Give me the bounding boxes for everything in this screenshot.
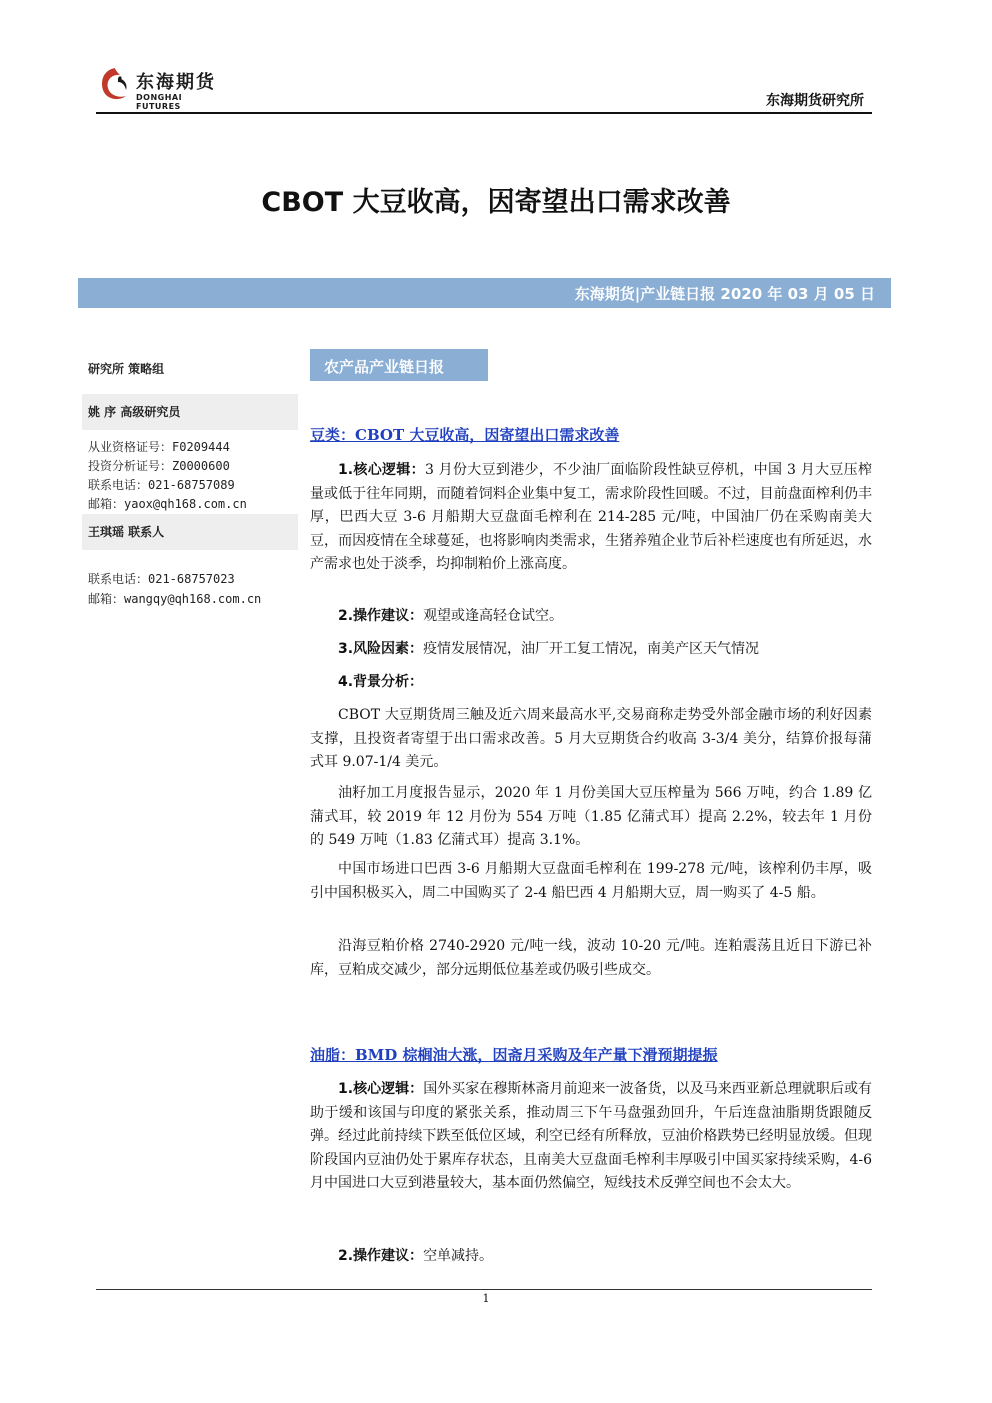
analyst2-email[interactable]: 邮箱：wangqy@qh168.com.cn	[88, 592, 262, 606]
soy-risk-text: 疫情发展情况，油厂开工复工情况，南美产区天气情况	[423, 641, 760, 657]
oil-section-heading[interactable]: 油脂：BMD 棕榈油大涨，因斋月采购及年产量下滑预期提振	[310, 1046, 718, 1064]
logo-text-cn: 东海期货	[136, 72, 216, 93]
header-rule	[96, 112, 872, 114]
analyst1-cert: 从业资格证号：F0209444	[88, 440, 230, 454]
dragon-logo-icon	[98, 66, 132, 104]
sidebar-org-line: 研究所 策略组	[88, 362, 165, 376]
oil-logic-paragraph	[310, 1078, 872, 1196]
soy-bg-text-2: 油籽加工月度报告显示，2020 年 1 月份美国大豆压榨量为 566 万吨，约合 1.89 亿蒲式耳，较 2019 年 12 月份为 554 万吨（1.85 亿蒲式耳）提高 2.2%，较去年 1 月份的 549 万吨（1.83 亿蒲式耳）提高 3.1%。	[310, 785, 872, 848]
report-banner	[78, 278, 891, 308]
soy-bg-text-3: 中国市场进口巴西 3-6 月船期大豆盘面毛榨利在 199-278 元/吨，该榨利仍丰厚，吸引中国积极买入，周二中国购买了 2-4 船巴西 4 月船期大豆，周一购买了 4-5 船。	[310, 861, 872, 901]
section-tab-label: 农产品产业链日报	[324, 358, 445, 376]
banner-text: 东海期货|产业链日报 2020 年 03 月 05 日	[574, 285, 875, 303]
oil-advice-paragraph	[310, 1245, 872, 1269]
analyst1-phone: 联系电话：021-68757089	[88, 478, 235, 492]
section-tab	[310, 349, 488, 381]
analyst2-phone: 联系电话：021-68757023	[88, 572, 235, 586]
soy-bg-text-4: 沿海豆粕价格 2740-2920 元/吨一线，波动 10-20 元/吨。连粕震荡且近日下游已补库，豆粕成交减少，部分远期低位基差或仍吸引些成交。	[310, 938, 872, 978]
soy-bg-text-1: CBOT 大豆期货周三触及近六周来最高水平,交易商称走势受外部金融市场的利好因素支撑，且投资者寄望于出口需求改善。5 月大豆期货合约收高 3-3/4 美分，结算价报每蒲式耳 9.07-1/4 美元。	[310, 707, 872, 770]
soy-bg-paragraph-3	[310, 858, 872, 905]
soy-logic-label: 1.核心逻辑：	[338, 462, 425, 478]
soy-section-heading[interactable]: 豆类：CBOT 大豆收高，因寄望出口需求改善	[310, 426, 620, 444]
page-number: 1	[482, 1292, 490, 1305]
analyst1-email[interactable]: 邮箱：yaox@qh168.com.cn	[88, 497, 247, 511]
soy-bg-label: 4.背景分析：	[338, 674, 424, 690]
analyst1-title: 姚 序 高级研究员	[88, 405, 181, 419]
logo-text-en: DONGHAI FUTURES	[136, 93, 183, 111]
document-title: CBOT 大豆收高，因寄望出口需求改善	[261, 187, 731, 218]
soy-bg-paragraph-4	[310, 935, 872, 982]
company-logo	[98, 62, 228, 110]
soy-logic-paragraph	[310, 459, 872, 577]
analyst2-band	[82, 514, 298, 550]
oil-advice-text: 空单减持。	[423, 1248, 494, 1264]
header-org-name: 东海期货研究所	[766, 93, 864, 109]
analyst1-invest-cert: 投资分析证号：Z0000600	[88, 459, 230, 473]
soy-background-heading	[310, 671, 872, 695]
soy-advice-text: 观望或逢高轻仓试空。	[423, 608, 564, 624]
soy-logic-text: 3 月份大豆到港少，不少油厂面临阶段性缺豆停机，中国 3 月大豆压榨量或低于往年同期，而随着饲料企业集中复工，需求阶段性回暖。不过，目前盘面榨利仍丰厚，巴西大豆 3-6 月船期大豆盘面毛榨利在 214-285 元/吨，中国油厂仍在采购南美大豆，而因疫情在全球蔓延，也将影响肉类需求，生猪养殖企业节后补栏速度也有所延迟，水产需求也处于淡季，均抑制粕价上涨高度。	[310, 462, 872, 572]
footer-rule	[96, 1289, 872, 1290]
soy-risk-paragraph	[310, 638, 872, 662]
analyst2-title: 王琪瑶 联系人	[88, 525, 165, 539]
soy-bg-paragraph-1	[310, 704, 872, 775]
oil-logic-text: 国外买家在穆斯林斋月前迎来一波备货，以及马来西亚新总理就职后或有助于缓和该国与印度的紧张关系，推动周三下午马盘强劲回升，午后连盘油脂期货跟随反弹。经过此前持续下跌至低位区域，利空已经有所释放，豆油价格跌势已经明显放缓。但现阶段国内豆油仍处于累库存状态，且南美大豆盘面毛榨利丰厚吸引中国买家持续采购，4-6 月中国进口大豆到港量较大，基本面仍然偏空，短线技术反弹空间也不会太大。	[310, 1081, 873, 1191]
soy-advice-paragraph	[310, 605, 872, 629]
oil-logic-label: 1.核心逻辑：	[338, 1081, 424, 1097]
soy-risk-label: 3.风险因素：	[338, 641, 424, 657]
soy-bg-paragraph-2	[310, 782, 872, 853]
analyst1-band	[82, 394, 298, 430]
soy-advice-label: 2.操作建议：	[338, 608, 424, 624]
oil-advice-label: 2.操作建议：	[338, 1248, 424, 1264]
